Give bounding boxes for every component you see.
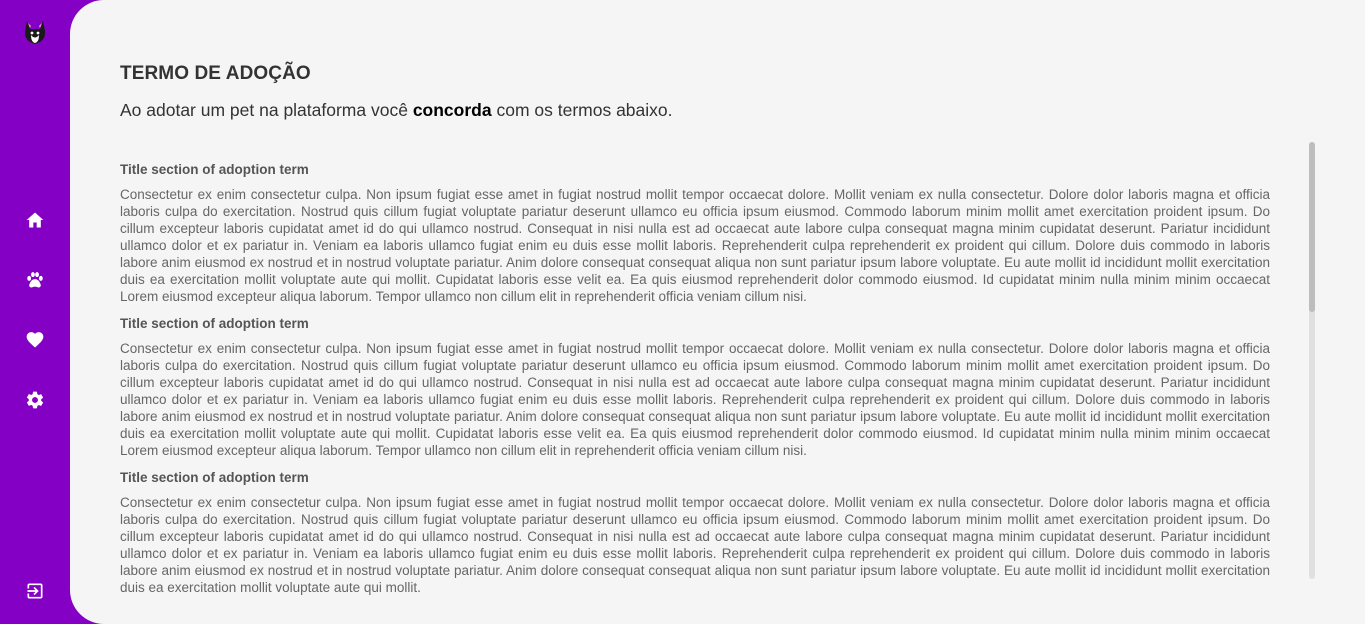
settings-nav-button[interactable]	[22, 387, 48, 413]
paw-icon	[25, 270, 45, 290]
term-section	[120, 468, 1270, 596]
home-nav-button[interactable]	[22, 207, 48, 233]
term-section-body: Consectetur ex enim consectetur culpa. Non ipsum fugiat esse amet in fugiat nostrud mollit tempor occaecat dolore. Mollit veniam ex nulla consectetur. Dolore dolor laboris magna et officia laboris culpa do exercitation. Nostrud quis cillum fugiat voluptate pariatur deserunt ullamco eu officia ipsum eiusmod. Commodo laborum minim mollit amet exercitation proident ipsum. Do cillum excepteur laboris cupidatat amet id do qui ullamco nostrud. Consequat in nisi nulla est ad occaecat aute labore culpa consequat magna minim cupidatat deserunt. Pariatur incididunt ullamco dolor et ex pariatur in. Veniam ea laboris ullamco fugiat enim eu duis esse mollit laboris. Reprehenderit culpa reprehenderit ex proident qui cillum. Dolore duis commodo in laboris labore anim eiusmod ex nostrud et in nostrud voluptate pariatur. Anim dolore consequat consequat aliqua non sunt pariatur ipsum labore voluptate. Eu aute mollit id incididunt mollit exercitation duis ea exercitation mollit voluptate aute qui mollit. Cupidatat laboris esse velit ea. Ea quis eiusmod reprehenderit dolor commodo eiusmod. Id cupidatat minim nulla minim minim occaecat Lorem eiusmod excepteur aliqua laborum. Tempor ullamco non cillum elit in reprehenderit officia veniam cillum nisi.	[120, 187, 1270, 304]
term-section-title: Title section of adoption term	[120, 162, 309, 177]
logout-icon	[25, 581, 45, 601]
page-title: TERMO DE ADOÇÃO	[120, 63, 311, 84]
terms-scroll-area[interactable]	[120, 160, 1270, 595]
logout-button[interactable]	[22, 578, 48, 604]
term-section-title: Title section of adoption term	[120, 470, 309, 485]
heart-icon	[25, 330, 45, 350]
intro-text-end: com os termos abaixo.	[491, 100, 673, 120]
sidebar	[0, 0, 70, 624]
favorites-nav-button[interactable]	[22, 327, 48, 353]
intro-text-start: Ao adotar um pet na plataforma você	[120, 100, 413, 120]
term-section-title: Title section of adoption term	[120, 316, 309, 331]
term-section	[120, 160, 1270, 305]
terms-scrollbar[interactable]	[1309, 142, 1315, 579]
home-icon	[25, 210, 45, 230]
term-section-body: Consectetur ex enim consectetur culpa. Non ipsum fugiat esse amet in fugiat nostrud mollit tempor occaecat dolore. Mollit veniam ex nulla consectetur. Dolore dolor laboris magna et officia laboris culpa do exercitation. Nostrud quis cillum fugiat voluptate pariatur deserunt ullamco eu officia ipsum eiusmod. Commodo laborum minim mollit amet exercitation proident ipsum. Do cillum excepteur laboris cupidatat amet id do qui ullamco nostrud. Consequat in nisi nulla est ad occaecat aute labore culpa consequat magna minim cupidatat deserunt. Pariatur incididunt ullamco dolor et ex pariatur in. Veniam ea laboris ullamco fugiat enim eu duis esse mollit laboris. Reprehenderit culpa reprehenderit ex proident qui cillum. Dolore duis commodo in laboris labore anim eiusmod ex nostrud et in nostrud voluptate pariatur. Anim dolore consequat consequat aliqua non sunt pariatur ipsum labore voluptate. Eu aute mollit id incididunt mollit exercitation duis ea exercitation mollit voluptate aute qui mollit.	[120, 495, 1270, 595]
pets-nav-button[interactable]	[22, 267, 48, 293]
intro-text	[120, 100, 673, 121]
term-section	[120, 314, 1270, 459]
scrollbar-thumb[interactable]	[1309, 142, 1315, 312]
term-section-body: Consectetur ex enim consectetur culpa. Non ipsum fugiat esse amet in fugiat nostrud mollit tempor occaecat dolore. Mollit veniam ex nulla consectetur. Dolore dolor laboris magna et officia laboris culpa do exercitation. Nostrud quis cillum fugiat voluptate pariatur deserunt ullamco eu officia ipsum eiusmod. Commodo laborum minim mollit amet exercitation proident ipsum. Do cillum excepteur laboris cupidatat amet id do qui ullamco nostrud. Consequat in nisi nulla est ad occaecat aute labore culpa consequat magna minim cupidatat deserunt. Pariatur incididunt ullamco dolor et ex pariatur in. Veniam ea laboris ullamco fugiat enim eu duis esse mollit laboris. Reprehenderit culpa reprehenderit ex proident qui cillum. Dolore duis commodo in laboris labore anim eiusmod ex nostrud et in nostrud voluptate pariatur. Anim dolore consequat consequat aliqua non sunt pariatur ipsum labore voluptate. Eu aute mollit id incididunt mollit exercitation duis ea exercitation mollit voluptate aute qui mollit. Cupidatat laboris esse velit ea. Ea quis eiusmod reprehenderit dolor commodo eiusmod. Id cupidatat minim nulla minim minim occaecat Lorem eiusmod excepteur aliqua laborum. Tempor ullamco non cillum elit in reprehenderit officia veniam cillum nisi.	[120, 341, 1270, 458]
intro-text-bold: concorda	[412, 100, 492, 120]
cat-logo-icon[interactable]	[21, 17, 49, 47]
main-panel	[70, 0, 1365, 624]
gear-icon	[25, 390, 45, 410]
